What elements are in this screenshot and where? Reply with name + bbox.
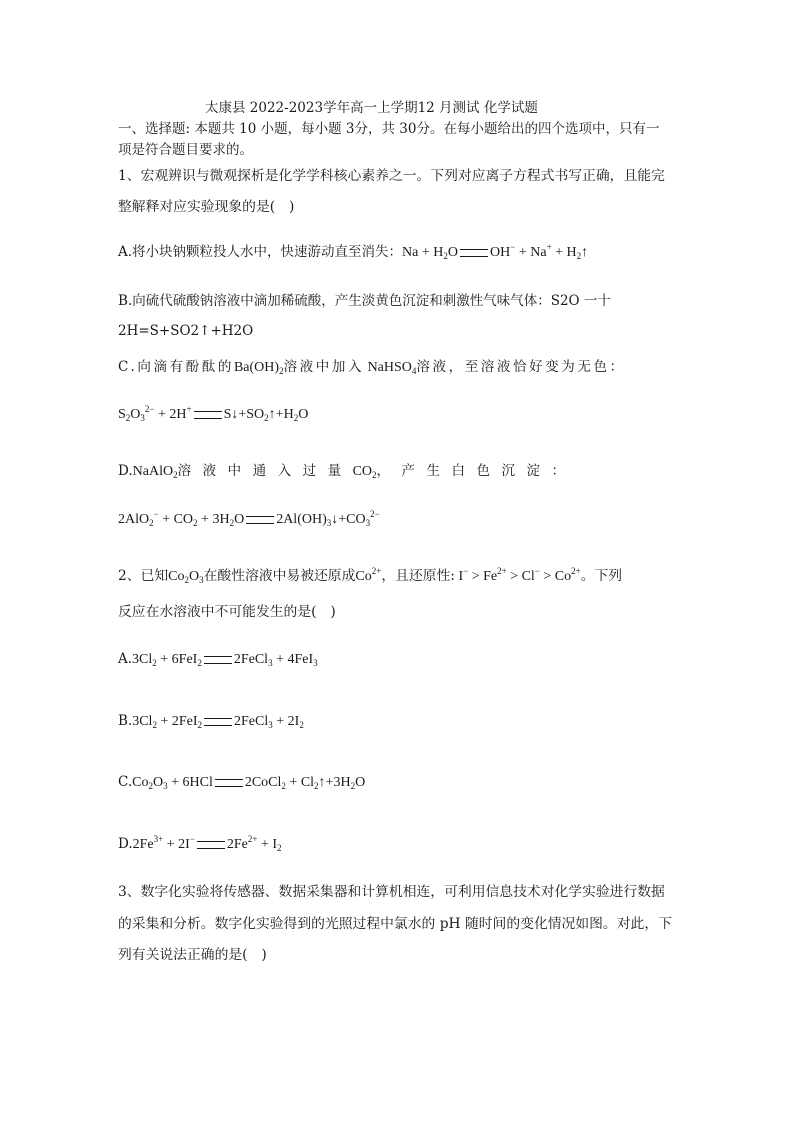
q1-option-a-text: A.将小块钠颗粒投人水中，快速游动直至消失： [118,244,403,260]
q1-option-c-text3: 溶液，至溶液恰好变为无色： [416,359,626,375]
q1-option-d-equation: $2AlO_2^- + CO_2 + 3H_2O$ $2Al(OH)_3↓+CO_3^{2-}$ [118,509,380,528]
q2-option-b-equation: $3Cl_2 + 2FeI_2$ 2FeCl$_3$ + $2I_2$ [132,714,304,730]
q1-option-d-formula2: $CO_2$ [352,464,377,480]
q1-stem-line1: 1、宏观辨识与微观探析是化学学科核心素养之一。下列对应离子方程式书写正确，且能完 [118,168,665,184]
q1-option-d [118,461,577,482]
q1-option-c-formula1: $Ba(OH)_2$ [233,360,284,376]
q1-option-c [118,357,626,378]
q2-option-d [118,834,282,855]
q2-stem-text3: ，且还原性: [381,568,455,584]
q2-option-b-label: B. [118,713,133,729]
q3-stem-line1: 3、数字化实验将传感器、数据采集器和计算机相连，可利用信息技术对化学实验进行数据 [118,884,665,900]
q1-option-d-text: 溶液中通入过量 [177,463,353,479]
q1-option-d-text2: ，产生白色沉淀： [376,463,577,479]
q2-stem-text2: 在酸性溶液中易被还原成 [203,568,356,584]
q2-reducing-order: $I^- > Fe^{2+} > Cl^- > Co^{2+}$ [454,566,581,584]
q3-stem-line3: 列有关说法正确的是( ) [118,947,267,963]
q2-option-a-equation: $3Cl_2 + 6FeI_2$ 2FeCl$_3$ + 4FeI$_3$ [132,652,318,668]
q2-option-c-label: C. [118,774,133,790]
q1-stem-line2: 整解释对应实验现象的是( ) [118,199,295,215]
q1-option-d-formula1: NaAlO$_2$ [132,464,178,480]
q1-option-d-label: D. [118,463,133,479]
q2-stem-line1: 2、已知$Co_2O_3$在酸性溶液中易被还原成$Co^{2+}$，且还原性: $I^- > Fe^{2+} > Cl^- > Co^{2+}$。下列 [118,566,623,585]
q1-option-c-text2: 溶液中加入 [283,359,365,375]
page-title: 太康县 2022-2023学年高一上学期12 月测试 化学试题 [205,100,538,116]
q2-option-d-equation: $2Fe^{3+} + 2I^-$ $2Fe^{2+} + I_2$ [132,834,282,853]
q1-option-a [118,242,588,263]
q2-stem-text1: 2、已知 [118,568,169,584]
section-instruction-line1: 一、选择题: 本题共 10 小题，每小题 3分，共 30分。在每小题给出的四个选项中，只有一 [118,121,660,137]
q2-option-c [118,772,365,793]
q1-option-a-equation: $Na + H_2O$ $OH^- + Na^+ + H_2↑$ [402,242,589,261]
q2-option-a-label: A. [118,651,133,667]
q2-option-b [118,711,304,732]
q2-formula-co2o3: $Co_2O_3$ [168,569,204,585]
q1-option-b-line1: B.向硫代硫酸钠溶液中滴加稀硫酸，产生淡黄色沉淀和刺激性气味气体：S2O 一十 [118,293,611,309]
q2-option-a [118,649,318,670]
q3-stem-line2: 的采集和分析。数字化实验得到的光照过程中氯水的 pH 随时间的变化情况如图。对此，下 [118,916,672,932]
q2-formula-co2plus: $Co^{2+}$ [355,566,382,584]
section-instruction-line2: 项是符合题目要求的。 [118,142,253,158]
q2-stem-line2: 反应在水溶液中不可能发生的是( ) [118,604,336,620]
q1-option-c-equation: $S_2O_3^{2-} + 2H^+$ $S↓+SO_2↑+H_2O$ [118,404,309,423]
q2-option-d-label: D. [118,836,133,852]
q1-option-b-line2: 2H=S+SO2↑+H2O [118,323,254,339]
q1-option-c-formula2: NaHSO$_4$ [364,360,417,376]
q1-option-c-text1: C.向滴有酚酞的 [118,359,234,375]
q2-option-c-equation: $Co_2O_3 + 6HCl$ 2CoCl$_2$ + $Cl_2↑+3H_2O$ [132,775,366,791]
